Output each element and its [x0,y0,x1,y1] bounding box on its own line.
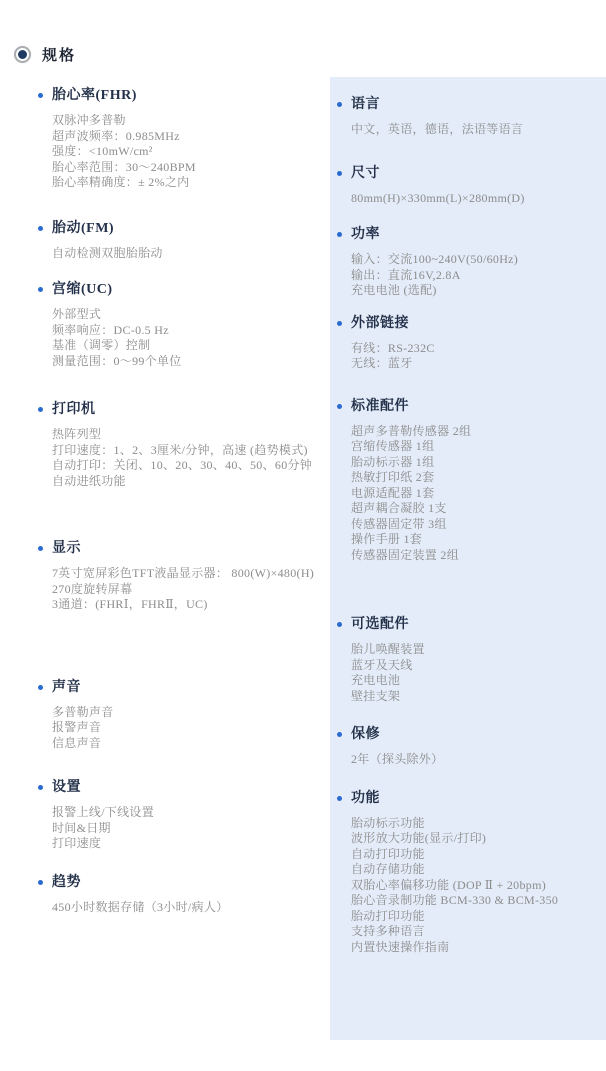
spec-item: 支持多种语言 [351,924,425,938]
spec-item: 内置快速操作指南 [351,939,450,954]
bullet-icon [337,732,342,737]
section-title: 外部链接 [351,315,409,331]
spec-item: 打印速度：1、2、3厘米/分钟，高速 (趋势模式) [52,442,308,457]
bullet-icon [337,622,342,627]
spec-item: 打印速度 [52,836,102,850]
section-title: 功率 [351,227,380,242]
spec-item: 270度旋转屏幕 [52,581,133,596]
spec-item: 基准（调零）控制 [52,338,151,352]
section-body [351,642,600,704]
spec-item: 报警声音 [52,720,102,734]
section-body [52,705,330,752]
bullet-icon [38,287,43,292]
spec-item: 胎心音录制功能 BCM-330 & BCM-350 [351,893,559,907]
section-body [351,122,600,138]
section-title: 宫缩(UC) [52,282,113,297]
spec-column-left [37,86,330,915]
section-title: 语言 [351,97,380,112]
section-title: 胎心率(FHR) [52,88,137,103]
section-title: 声音 [52,679,81,695]
spec-item: 波形放大功能(显示/打印) [351,831,487,845]
spec-item: 无线：蓝牙 [351,356,413,370]
spec-item: 多普勒声音 [52,704,114,719]
spec-item: 2年（探头除外） [351,752,444,766]
spec-item: 电源适配器 1套 [351,485,435,500]
bullet-icon [38,407,43,412]
section-body [351,752,600,768]
spec-section-left-6 [37,778,330,852]
spec-item: 超声多普勒传感器 2组 [351,423,472,438]
bullet-icon [38,93,43,98]
spec-section-right-3 [336,314,600,372]
spec-column-right-panel [330,77,606,1040]
spec-item: 超声耦合凝胶 1支 [351,501,447,515]
section-title: 胎动(FM) [52,220,115,236]
spec-item: 热敏打印纸 2套 [351,470,435,484]
section-title: 可选配件 [351,617,409,632]
bullet-icon [337,232,342,237]
spec-item: 自动存储功能 [351,862,425,876]
specs-header [14,44,76,65]
bullet-icon [337,321,342,326]
spec-item: 传感器固定带 3组 [351,516,447,531]
radio-bullet-icon [14,46,31,63]
spec-section-left-0 [37,86,330,191]
spec-item: 蓝牙及天线 [351,657,413,672]
section-title: 保修 [351,727,380,742]
section-body [52,900,330,916]
spec-item: 壁挂支架 [351,688,401,703]
section-title: 打印机 [52,402,96,417]
spec-item: 宫缩传感器 1组 [351,439,435,453]
spec-item: 胎儿唤醒装置 [351,642,425,656]
spec-item: 充电电池 (选配) [351,283,437,297]
spec-section-left-3 [37,400,330,489]
section-title: 尺寸 [351,165,380,181]
spec-section-left-4 [37,539,330,613]
bullet-icon [38,546,43,551]
section-body [52,427,330,489]
spec-item: 胎动标示功能 [351,815,425,830]
spec-section-right-5 [336,615,600,704]
spec-item: 3通道：(FHRⅠ，FHRⅡ，UC) [52,597,208,611]
radio-bullet-dot [18,50,27,59]
section-title: 显示 [52,541,81,556]
section-body [52,566,330,613]
bullet-icon [38,226,43,231]
spec-item: 输出：直流16V,2.8A [351,267,461,282]
spec-section-right-1 [336,164,600,207]
spec-section-right-2 [336,225,600,299]
section-body [351,341,600,372]
spec-item: 自动进纸功能 [52,473,126,488]
section-title: 功能 [351,790,380,806]
spec-item: 充电电池 [351,673,401,687]
spec-section-right-6 [336,725,600,768]
spec-item: 强度：<10mW/cm² [52,144,153,158]
spec-item: 超声波频率：0.985MHz [52,128,180,143]
spec-item: 中文，英语，德语，法语等语言 [351,122,524,136]
spec-item: 频率响应：DC-0.5 Hz [52,322,169,337]
spec-item: 胎心率范围：30～240BPM [52,159,196,174]
section-body [351,191,600,207]
bullet-icon [337,796,342,801]
spec-item: 报警上线/下线设置 [52,805,155,819]
spec-item: 自动检测双胞胎胎动 [52,245,163,260]
spec-section-right-0 [336,95,600,138]
spec-item: 胎动打印功能 [351,908,425,923]
section-title: 标准配件 [351,398,409,414]
spec-item: 热阵列型 [52,427,102,441]
spec-item: 操作手册 1套 [351,532,423,546]
spec-section-left-1 [37,219,330,262]
spec-item: 测量范围：0～99个单位 [52,353,182,368]
spec-item: 胎心率精确度：± 2%之内 [52,175,190,189]
spec-item: 7英寸宽屏彩色TFT液晶显示器： 800(W)×480(H) [52,566,315,580]
spec-section-right-7 [336,789,600,956]
spec-section-left-2 [37,280,330,369]
spec-item: 时间&日期 [52,820,111,835]
section-body [351,252,600,299]
section-title: 设置 [52,780,81,795]
spec-item: 传感器固定装置 2组 [351,547,460,562]
page-title: 规格 [42,48,77,64]
bullet-icon [38,785,43,790]
spec-item: 外部型式 [52,307,102,321]
section-body [52,307,330,369]
spec-item: 有线：RS-232C [351,340,435,355]
section-body [52,113,330,191]
section-body [351,816,600,956]
section-body [52,805,330,852]
bullet-icon [337,404,342,409]
bullet-icon [38,685,43,690]
spec-item: 自动打印：关闭、10、20、30、40、50、60分钟 [52,458,313,472]
section-body [52,246,330,262]
bullet-icon [337,102,342,107]
spec-section-left-7 [37,873,330,916]
spec-item: 双胎心率偏移功能 (DOP Ⅱ + 20bpm) [351,877,547,892]
spec-item: 80mm(H)×330mm(L)×280mm(D) [351,190,525,205]
spec-section-right-4 [336,397,600,564]
spec-item: 胎动标示器 1组 [351,454,435,469]
bullet-icon [337,171,342,176]
spec-item: 信息声音 [52,735,102,750]
spec-item: 自动打印功能 [351,846,425,861]
bullet-icon [38,880,43,885]
spec-section-left-5 [37,678,330,752]
spec-item: 双脉冲多普勒 [52,113,126,127]
section-title: 趋势 [52,874,81,890]
spec-item: 输入：交流100~240V(50/60Hz) [351,252,519,266]
section-body [351,424,600,564]
spec-item: 450小时数据存储（3小时/病人） [52,899,229,914]
